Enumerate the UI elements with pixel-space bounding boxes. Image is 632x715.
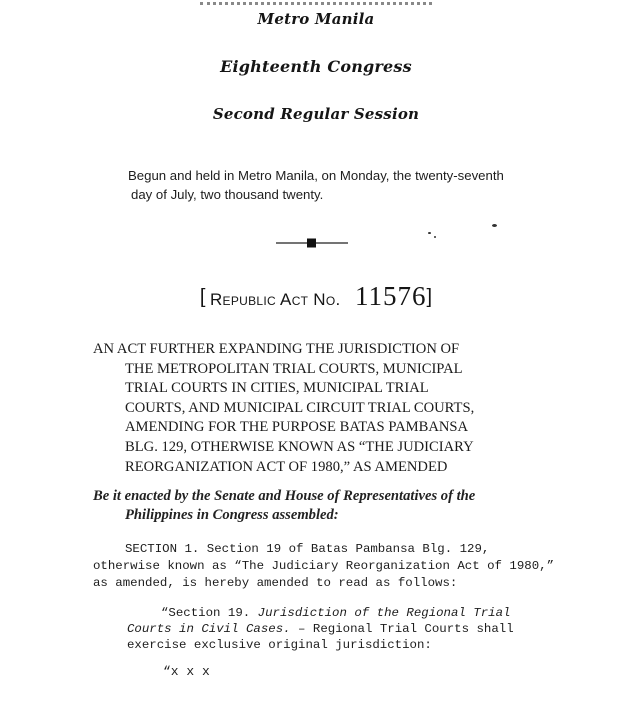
republic-act-number-heading (0, 281, 632, 312)
open-bracket: [ (199, 286, 206, 308)
scan-speck (492, 224, 497, 227)
section-19-line-1 (127, 605, 557, 621)
act-title (93, 340, 543, 477)
scan-speck (428, 232, 431, 234)
republic-act-number: 11576 (355, 281, 427, 311)
section-19-heading: Jurisdiction of the Regional Trial (257, 606, 511, 620)
act-title-line: REORGANIZATION ACT OF 1980,” AS AMENDED (125, 458, 448, 475)
section-19-text: – Regional Trial Courts shall (298, 622, 514, 636)
section-19-heading-cont: Courts in Civil Cases. (127, 622, 291, 636)
close-bracket: ] (426, 286, 433, 308)
section-19-line-3: exercise exclusive original jurisdiction: (127, 638, 432, 652)
convening-line-1: Begun and held in Metro Manila, on Monday, the twenty-seventh (128, 168, 504, 183)
scan-speck (434, 236, 436, 238)
act-title-line: BLG. 129, OTHERWISE KNOWN AS “THE JUDICIARY (125, 438, 474, 455)
section-1-paragraph (93, 541, 555, 592)
act-title-line: AMENDING FOR THE PURPOSE BATAS PAMBANSA (125, 419, 469, 436)
act-title-line: COURTS, AND MUNICIPAL CIRCUIT TRIAL COURTS, (125, 399, 475, 416)
enacting-clause-line-2: Philippines in Congress assembled: (125, 507, 339, 523)
omission-marker: “x x x (163, 664, 210, 679)
session-heading: Second Regular Session (212, 105, 420, 123)
act-title-line: AN ACT FURTHER EXPANDING THE JURISDICTION OF (93, 341, 460, 357)
section-19-number: “Section 19. (161, 606, 251, 620)
location-heading: Metro Manila (257, 10, 375, 28)
section-1-line-3: as amended, is hereby amended to read as follows: (93, 576, 458, 590)
republic-act-label: Republic Act No. (209, 290, 341, 309)
enacting-clause-line-1: Be it enacted by the Senate and House of Representatives of the (93, 488, 476, 504)
act-title-line: TRIAL COURTS IN CITIES, MUNICIPAL TRIAL (125, 380, 429, 397)
section-19-line-2 (127, 621, 557, 637)
section-19-quotation (127, 605, 557, 653)
convening-line-2: day of July, two thousand twenty. (131, 187, 324, 202)
cropped-top-text (200, 0, 432, 5)
divider-ornament (276, 236, 348, 250)
congress-heading: Eighteenth Congress (220, 57, 412, 76)
act-title-line: THE METROPOLITAN TRIAL COURTS, MUNICIPAL (125, 360, 463, 377)
convening-statement (128, 166, 528, 204)
enacting-clause (93, 487, 543, 525)
section-1-line-1: SECTION 1. Section 19 of Batas Pambansa Blg. 129, (125, 542, 490, 556)
section-1-line-2: otherwise known as “The Judiciary Reorganization Act of 1980,” (93, 559, 555, 573)
